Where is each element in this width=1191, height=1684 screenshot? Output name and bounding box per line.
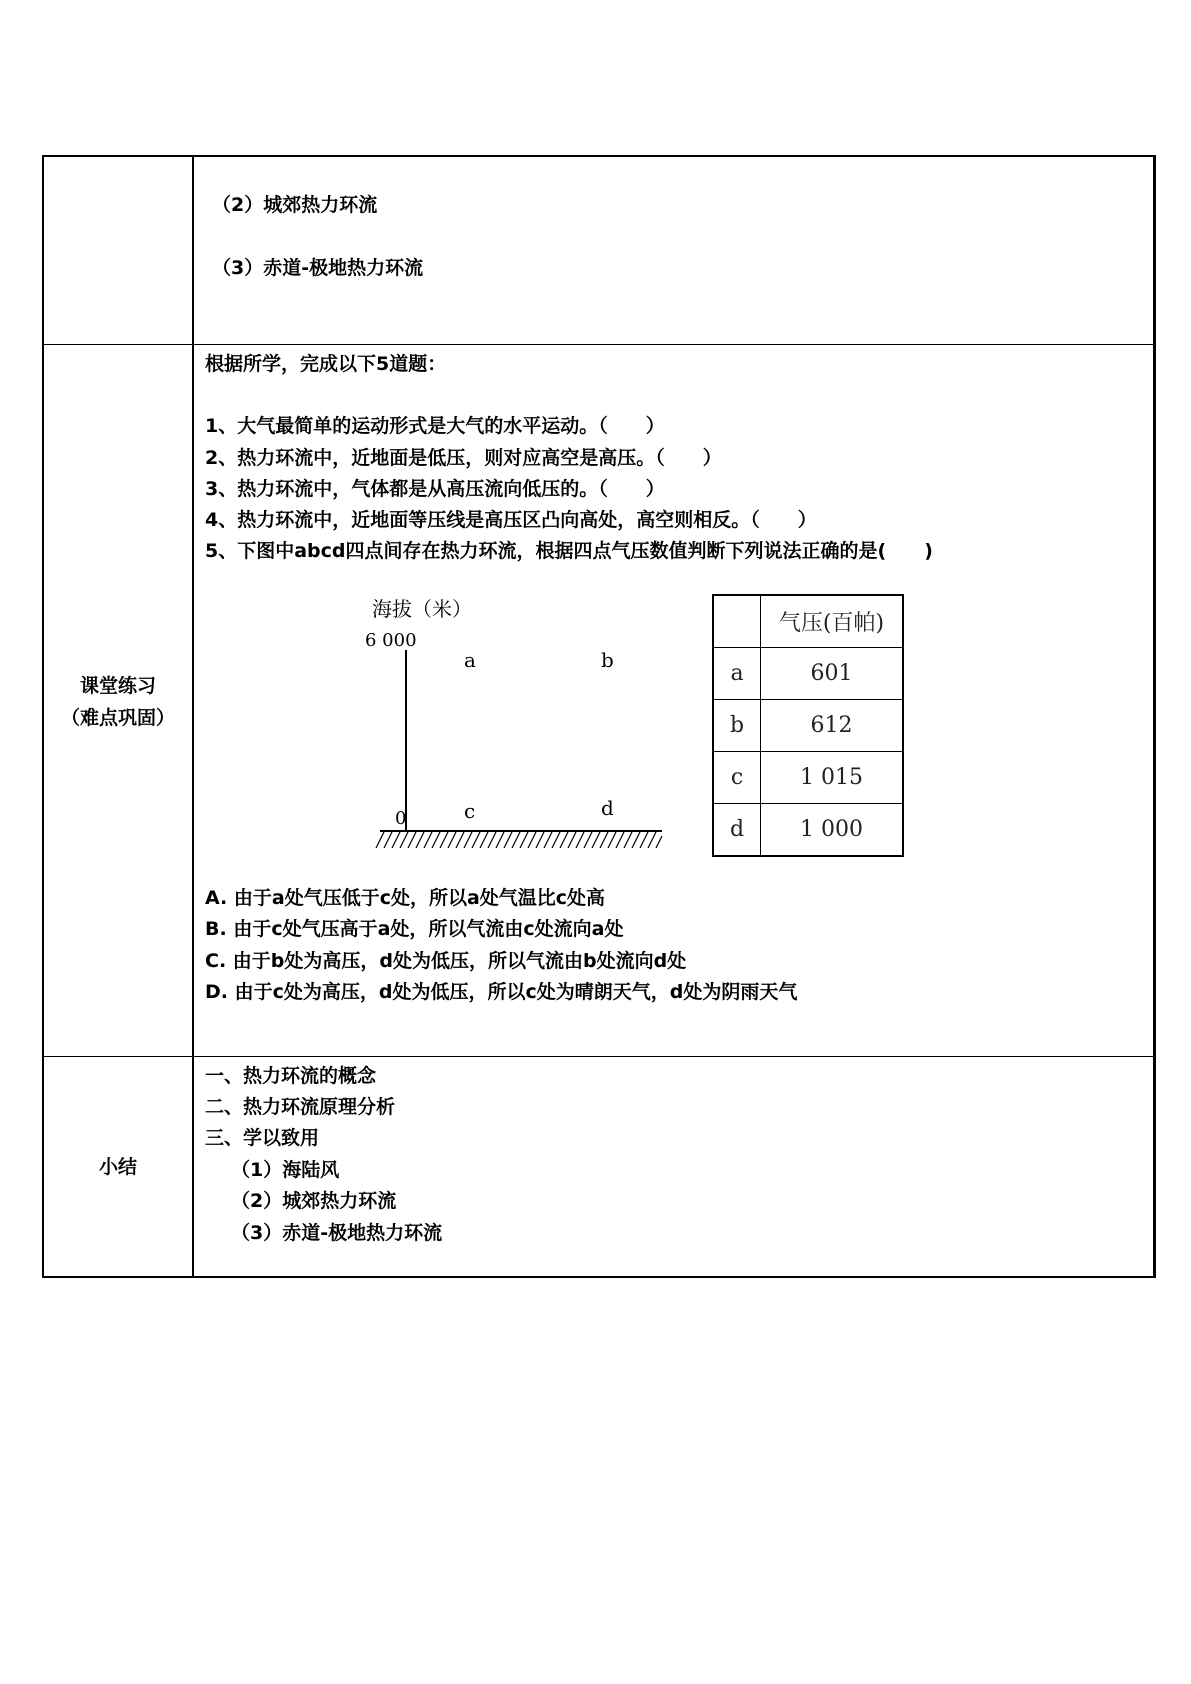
column-divider	[192, 155, 194, 1278]
pressure-point: a	[713, 648, 761, 700]
pressure-table-header: 气压(百帕)	[761, 595, 904, 648]
question-5: 5、下图中abcd四点间存在热力环流，根据四点气压数值判断下列说法正确的是( )	[205, 540, 933, 562]
pressure-table-row	[713, 648, 903, 700]
question-3: 3、热力环流中，气体都是从高压流向低压的。（ ）	[205, 478, 665, 500]
summary-line-3: 三、学以致用	[205, 1127, 320, 1149]
summary-line-4: （1）海陆风	[231, 1159, 340, 1181]
point-a: a	[464, 648, 476, 672]
pressure-table-header-row	[713, 595, 903, 648]
table-top-border	[42, 155, 1156, 157]
point-b: b	[601, 648, 614, 672]
y-axis-zero-tick: 0	[395, 808, 407, 829]
pressure-value: 612	[761, 700, 904, 752]
question-4: 4、热力环流中，近地面等压线是高压区凸向高处，高空则相反。（ ）	[205, 509, 817, 531]
pressure-table-corner	[713, 595, 761, 648]
pressure-value: 601	[761, 648, 904, 700]
option-c: C. 由于b处为高压，d处为低压，所以气流由b处流向d处	[205, 950, 687, 972]
exercise-intro: 根据所学，完成以下5道题：	[205, 353, 447, 375]
row-divider-2	[42, 1056, 1156, 1057]
y-axis-label: 海拔（米）	[372, 597, 472, 621]
question-2: 2、热力环流中，近地面是低压，则对应高空是高压。（ ）	[205, 447, 722, 469]
table-bottom-border	[42, 1276, 1156, 1278]
pressure-value: 1 015	[761, 752, 904, 804]
question-1: 1、大气最简单的运动形式是大气的水平运动。（ ）	[205, 415, 665, 437]
option-d: D. 由于c处为高压，d处为低压，所以c处为晴朗天气，d处为阴雨天气	[205, 981, 798, 1003]
option-a: A. 由于a处气压低于c处，所以a处气温比c处高	[205, 887, 606, 909]
pressure-table-row	[713, 804, 903, 857]
row2-label-line2: （难点巩固）	[60, 707, 175, 729]
row2-label	[44, 670, 192, 734]
row1-line-2: （3）赤道-极地热力环流	[212, 257, 424, 279]
summary-line-6: （3）赤道-极地热力环流	[231, 1222, 443, 1244]
summary-line-2: 二、热力环流原理分析	[205, 1096, 396, 1118]
pressure-value: 1 000	[761, 804, 904, 857]
summary-line-1: 一、热力环流的概念	[205, 1065, 377, 1087]
pressure-point: b	[713, 700, 761, 752]
row2-label-line1: 课堂练习	[79, 675, 156, 697]
pressure-point: c	[713, 752, 761, 804]
row-divider-1	[42, 344, 1156, 345]
point-d: d	[601, 796, 614, 820]
table-right-border	[1153, 155, 1156, 1278]
point-c: c	[464, 799, 476, 823]
row3-label: 小结	[98, 1156, 137, 1178]
pressure-table	[712, 594, 904, 857]
pressure-point: d	[713, 804, 761, 857]
pressure-table-row	[713, 700, 903, 752]
y-axis-top-tick: 6 000	[365, 630, 417, 651]
pressure-table-row	[713, 752, 903, 804]
axis-and-ground	[370, 650, 670, 850]
row1-line-1: （2）城郊热力环流	[212, 194, 378, 216]
option-b: B. 由于c处气压高于a处，所以气流由c处流向a处	[205, 918, 624, 940]
summary-line-5: （2）城郊热力环流	[231, 1190, 397, 1212]
